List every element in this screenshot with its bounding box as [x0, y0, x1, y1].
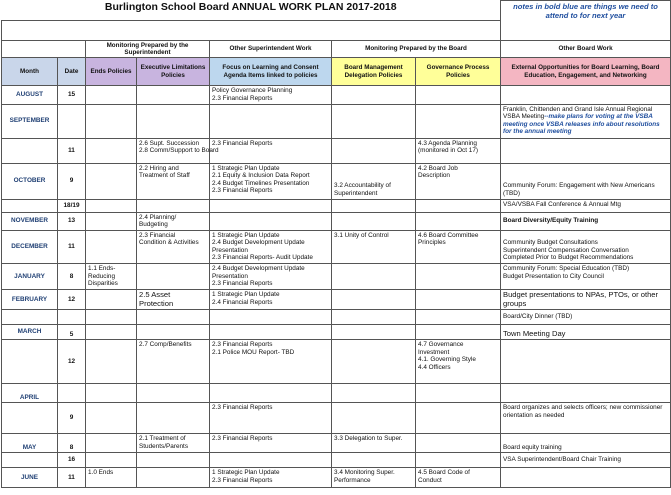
header-other-board-work: Other Board Work — [501, 40, 671, 58]
header-blank — [2, 40, 86, 58]
focus-cell: 2.3 Financial Reports — [210, 138, 332, 163]
month-august: AUGUST — [2, 86, 58, 104]
focus-cell: 2.3 Financial Reports — [210, 434, 332, 453]
ends-cell: 1.0 Ends — [86, 468, 137, 488]
month-february: FEBRUARY — [2, 290, 58, 310]
header-executive-limitations: Executive Limitations Policies — [137, 58, 210, 86]
header-board-management-delegation: Board Management Delegation Policies — [332, 58, 416, 86]
month-january: JANUARY — [2, 264, 58, 290]
date-cell: 5 — [58, 325, 86, 340]
board-mgmt-cell: 3.1 Unity of Control — [332, 230, 416, 263]
date-cell: 11 — [58, 468, 86, 488]
external-cell: Community Forum: Special Education (TBD) Budget Presentation to City Council — [501, 264, 671, 290]
ends-cell: 1.1 Ends- Reducing Disparities — [86, 264, 137, 290]
focus-cell: 2.3 Financial Reports — [210, 403, 332, 434]
external-cell: Budget presentations to NPAs, PTOs, or other groups — [501, 290, 671, 310]
external-cell: Board organizes and selects officers; new commissioner orientation as needed — [501, 403, 671, 434]
focus-cell: Policy Governance Planning 2.3 Financial Reports — [210, 86, 332, 104]
month-december: DECEMBER — [2, 230, 58, 263]
governance-cell: 4.6 Board Committee Principles — [416, 230, 501, 263]
header-monitoring-superintendent: Monitoring Prepared by the Superintendent — [86, 40, 210, 58]
month-june: JUNE — [2, 468, 58, 488]
page-title: Burlington School Board ANNUAL WORK PLAN 2017-2018 — [104, 0, 397, 13]
date-cell: 11 — [58, 138, 86, 163]
governance-cell: 4.3 Agenda Planning (monitored in Oct 17) — [416, 138, 501, 163]
external-cell: VSA Superintendent/Board Chair Training — [501, 453, 671, 468]
work-plan-table — [1, 0, 671, 488]
exec-cell: 2.7 Comp/Benefits — [137, 340, 210, 384]
focus-cell: 1 Strategic Plan Update 2.4 Financial Reports — [210, 290, 332, 310]
date-cell: 8 — [58, 264, 86, 290]
focus-cell: 2.3 Financial Reports 2.1 Police MOU Report- TBD — [210, 340, 332, 384]
month-october: OCTOBER — [2, 163, 58, 199]
month-november: NOVEMBER — [2, 212, 58, 230]
external-cell: VSA/VSBA Fall Conference & Annual Mtg — [501, 199, 671, 212]
governance-cell: 4.7 Governance Investment 4.1. Governing Style 4.4 Officers — [416, 340, 501, 384]
exec-cell: 2.3 Financial Condition & Activities — [137, 230, 210, 263]
date-cell: 13 — [58, 212, 86, 230]
date-cell: 12 — [58, 290, 86, 310]
focus-cell: 2.4 Budget Development Update Presentation 2.3 Financial Reports — [210, 264, 332, 290]
external-cell: Community Budget Consultations Superintendent Compensation Conversation Completed Prior to Budget Recommendations — [501, 230, 671, 263]
board-mgmt-cell: 3.3 Delegation to Super. — [332, 434, 416, 453]
exec-cell: 2.5 Asset Protection — [137, 290, 210, 310]
date-cell: 8 — [58, 434, 86, 453]
date-cell: 16 — [58, 453, 86, 468]
header-monitoring-board: Monitoring Prepared by the Board — [332, 40, 501, 58]
external-cell: Board/City Dinner (TBD) — [501, 310, 671, 325]
external-cell: Board Diversity/Equity Training — [501, 212, 671, 230]
header-external-opportunities: External Opportunities for Board Learning, Board Education, Engagement, and Networking — [501, 58, 671, 86]
month-september: SEPTEMBER — [2, 104, 58, 138]
date-cell: 9 — [58, 403, 86, 434]
month-march: MARCH — [2, 325, 58, 340]
focus-cell: 1 Strategic Plan Update 2.4 Budget Development Update Presentation 2.3 Financial Reports- Audit Update — [210, 230, 332, 263]
date-cell: 18/19 — [58, 199, 86, 212]
exec-cell: 2.1 Treatment of Students/Parents — [137, 434, 210, 453]
date-cell: 15 — [58, 86, 86, 104]
governance-cell: 4.2 Board Job Description — [416, 163, 501, 199]
header-other-superintendent-work: Other Superintendent Work — [210, 40, 332, 58]
date-cell: 12 — [58, 340, 86, 384]
board-mgmt-cell: 3.2 Accountability of Superintendent — [332, 163, 416, 199]
spacer-row — [2, 20, 501, 40]
focus-cell: 1 Strategic Plan Update 2.3 Financial Reports — [210, 468, 332, 488]
external-cell: Town Meeting Day — [501, 325, 671, 340]
date-cell: 9 — [58, 163, 86, 199]
header-governance-process: Governance Process Policies — [416, 58, 501, 86]
month-april: APRIL — [2, 384, 58, 403]
header-focus-learning: Focus on Learning and Consent Agenda Items linked to policies — [210, 58, 332, 86]
date-cell: 11 — [58, 230, 86, 263]
header-month: Month — [2, 58, 58, 86]
month-may: MAY — [2, 434, 58, 453]
exec-cell: 2.4 Planning/ Budgeting — [137, 212, 210, 230]
header-date: Date — [58, 58, 86, 86]
exec-cell: 2.6 Supt. Succession 2.8 Comm/Support to Board — [137, 138, 210, 163]
exec-cell: 2.2 Hiring and Treatment of Staff — [137, 163, 210, 199]
header-ends-policies: Ends Policies — [86, 58, 137, 86]
external-cell: Community Forum: Engagement with New Americans (TBD) — [501, 163, 671, 199]
focus-cell: 1 Strategic Plan Update 2.1 Equity & Inclusion Data Report 2.4 Budget Timelines Presentation 2.3 Financial Reports — [210, 163, 332, 199]
governance-cell: 4.5 Board Code of Conduct — [416, 468, 501, 488]
external-cell: Franklin, Chittenden and Grand Isle Annual Regional VSBA Meeting--make plans for voting at the VSBA meeting once VSBA releases info about resolutions for the annual meeting — [501, 104, 671, 138]
board-mgmt-cell: 3.4 Monitoring Super. Performance — [332, 468, 416, 488]
blue-notes-legend: notes in bold blue are things we need to attend to for next year — [501, 1, 671, 41]
external-cell: Board equity training — [501, 434, 671, 453]
